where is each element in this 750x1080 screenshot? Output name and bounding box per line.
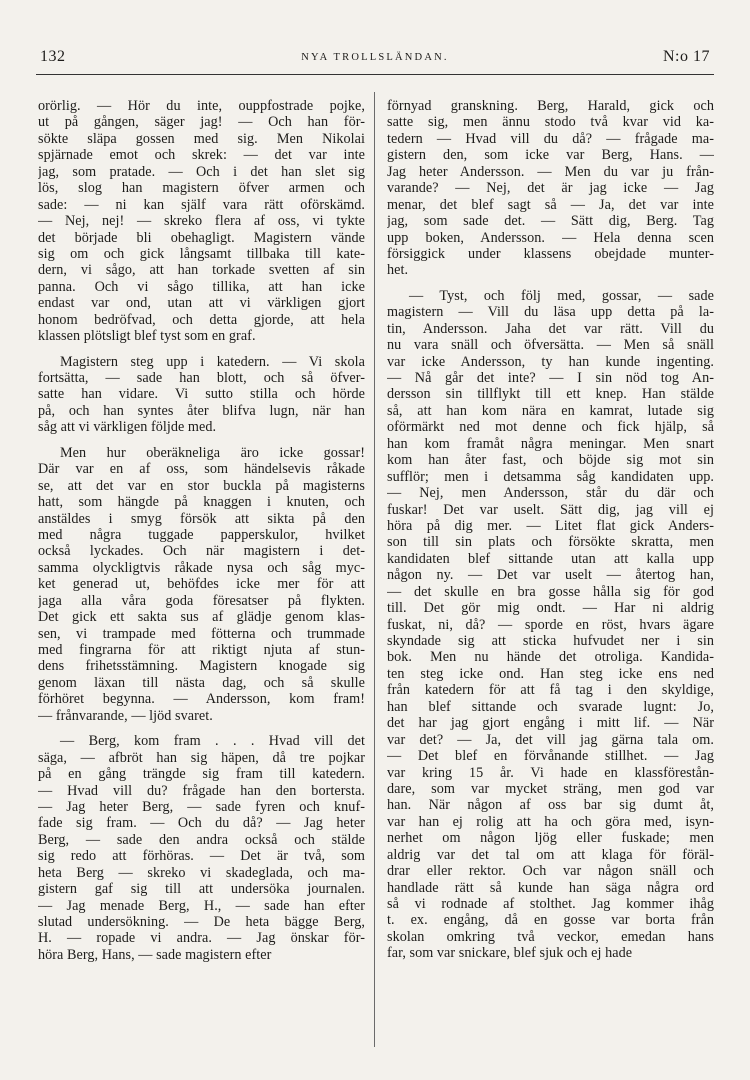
text-line: han. När någon af oss bar sig dumt åt, bbox=[387, 797, 714, 814]
text-line: höra på dig mer. — Litet flat gick Anders- bbox=[387, 517, 714, 534]
text-line: så vi rodnade af stolthet. Jag kommer ihåg bbox=[387, 896, 714, 912]
text-line: t. ex. engång, då en gosse var borta från bbox=[387, 912, 714, 929]
text-line: sig om och gick långsamt tillbaka till kate- bbox=[38, 245, 365, 262]
text-line: lös, slog han magistern öfver armen och bbox=[38, 180, 365, 197]
text-line: någon ny. — Det var uselt — återtog han, bbox=[387, 567, 714, 584]
text-line: — det skulle en bra gosse hålla sig för god bbox=[387, 583, 714, 600]
text-line: fuskar! Det var uselt. Sätt dig, jag vill ej bbox=[387, 501, 714, 518]
text-line: säga, — afbröt han sig häpen, då tre pojkar bbox=[38, 749, 365, 766]
text-line: skolan omkring två veckor, emedan hans bbox=[387, 928, 714, 945]
page-number: 132 bbox=[40, 48, 66, 65]
text-line: försiggick under klassens obejdade munter- bbox=[387, 245, 714, 262]
text-line: — Hvad vill du? frågade han den bortersta. bbox=[38, 782, 365, 799]
text-line: — frånvarande, — ljöd svaret. bbox=[38, 707, 213, 724]
text-line: kandidaten blef sittande utan att kalla upp bbox=[387, 550, 714, 567]
text-line: gistern gaf sig till att undersöka journalen. bbox=[38, 881, 365, 898]
text-line: tin, Andersson. Jaha det var rätt. Vill du bbox=[387, 320, 714, 337]
text-line: ket generad ut, behöfdes icke mer för att bbox=[38, 576, 365, 593]
text-line: handlade rätt så kunde han säga några ord bbox=[387, 879, 714, 896]
text-line: — Nå går det inte? — I sin nöd tog An- bbox=[387, 370, 714, 386]
text-line: jag, som sade det. — Sätt dig, Berg. Tag bbox=[387, 213, 714, 230]
column-divider bbox=[374, 92, 375, 1047]
text-line: Magistern steg upp i katedern. — Vi skola bbox=[60, 353, 365, 370]
text-line: på, och han syntes åter blifva lugn, när han bbox=[38, 402, 365, 419]
text-line: sig redo att förhöras. — Det är två, som bbox=[38, 848, 365, 865]
text-line: dare, som var mycket sträng, men god var bbox=[387, 780, 714, 797]
text-line: till. Det gör mig ondt. — Har ni aldrig bbox=[387, 600, 714, 617]
text-line: slutad undersökning. — De heta bägge Berg, bbox=[38, 914, 365, 930]
paragraph-gap bbox=[38, 436, 365, 445]
text-line: oförmärkt ned mot denne och fick hjälp, så bbox=[387, 419, 714, 436]
text-line: orörlig. — Hör du inte, ouppfostrade pojke, bbox=[38, 98, 365, 114]
text-line: med fingrarna för att riktigt njuta af stun- bbox=[38, 642, 365, 658]
text-line: på en gång trängde sig fram till katedern. bbox=[38, 766, 365, 783]
text-line: nu vara snäll och öfversätta. — Men så snäll bbox=[387, 337, 714, 354]
text-line: dersson sin tillflykt till ett knep. Han stälde bbox=[387, 386, 714, 403]
text-line: Berg, — sade den andra också och stälde bbox=[38, 831, 365, 848]
text-line: honom bedröfvad, och detta gjorde, att hela bbox=[38, 311, 365, 328]
text-line: Där var en af oss, som händelsevis råkade bbox=[38, 461, 365, 478]
text-line: förnyad granskning. Berg, Harald, gick och bbox=[387, 98, 714, 114]
text-line: upp boken, Andersson. — Hela denna scen bbox=[387, 229, 714, 246]
text-line: — Nej, nej! — skreko flera af oss, vi tykte bbox=[38, 213, 365, 230]
text-line: med några tuggade papperskulor, hvilket bbox=[38, 526, 365, 543]
text-line: förhöret begynna. — Andersson, kom fram! bbox=[38, 691, 365, 708]
text-line: dens frihetsstämning. Magistern knogade sig bbox=[38, 658, 365, 675]
text-line: — Jag heter Berg, — sade fyren och knuf- bbox=[38, 798, 365, 815]
paragraph-gap bbox=[387, 279, 714, 288]
text-line: bok. Men nu hände det otroliga. Kandida- bbox=[387, 649, 714, 666]
text-line: — Nej, men Andersson, står du där och bbox=[387, 485, 714, 502]
issue-number: N:o 17 bbox=[663, 48, 710, 65]
text-line: — Det blef en förvånande stillhet. — Jag bbox=[387, 748, 714, 765]
right-text-column bbox=[387, 98, 714, 962]
text-line: se, att det var en stor buckla på magisterns bbox=[38, 477, 365, 494]
page-header bbox=[36, 40, 714, 75]
text-line: ut på gången, säger jag! — Och han för- bbox=[38, 114, 365, 131]
text-line: ten steg icke ond. Han steg icke ens ned bbox=[387, 665, 714, 682]
text-line: menar, det blef sagt så — Ja, det var inte bbox=[387, 196, 714, 213]
text-line: också lyckades. Och när magistern i det- bbox=[38, 543, 365, 560]
text-line: han blef sittande och svarade lugnt: Jo, bbox=[387, 698, 714, 715]
text-line: var han ej rolig att ha och göra med, isyn- bbox=[387, 813, 714, 830]
text-line: varande? — Nej, det är jag icke — Jag bbox=[387, 180, 714, 197]
text-line: spjärnade emot och skrek: — det var inte bbox=[38, 147, 365, 164]
text-line: var det? — Ja, det vill jag gärna tala om. bbox=[387, 731, 714, 748]
text-line: fortsätta, — sade han blott, och så öfver- bbox=[38, 370, 365, 386]
text-line: — Tyst, och följ med, gossar, — sade bbox=[409, 287, 714, 304]
text-line: fuskat, ni, då? — sporde en röst, hvars ägare bbox=[387, 616, 714, 633]
text-line: drar eller rektor. Och var någon snäll och bbox=[387, 863, 714, 880]
text-line: såg att vi värkligen följde med. bbox=[38, 419, 217, 436]
text-line: Men hur oberäkneliga äro icke gossar! bbox=[60, 444, 365, 461]
text-line: gistern den, som icke var Berg, Hans. — bbox=[387, 147, 714, 164]
text-line: fade sig fram. — Och du då? — Jag heter bbox=[38, 815, 365, 832]
text-line: aldrig var det tal om att klaga för föräl- bbox=[387, 846, 714, 863]
text-line: het. bbox=[387, 262, 409, 279]
text-line: var kring 15 år. Vi hade en klassförestån- bbox=[387, 764, 714, 781]
running-title: NYA TROLLSLÄNDAN. bbox=[301, 52, 449, 63]
text-line: nerhet om någon ljög eller fuskade; men bbox=[387, 830, 714, 847]
text-line: samma olyckligtvis råkade nysa och såg myc- bbox=[38, 559, 365, 576]
text-line: anstäldes i smyg försök att sikta på den bbox=[38, 510, 365, 527]
text-line: han kom framåt några meningar. Men snart bbox=[387, 435, 714, 452]
paragraph-gap bbox=[38, 724, 365, 733]
text-line: endast var ond, utan att vi värkligen gjort bbox=[38, 295, 365, 312]
text-line: skyndade sig att sticka hufvudet ner i sin bbox=[387, 633, 714, 649]
text-line: satte han vidare. Vi sutto stilla och hörde bbox=[38, 386, 365, 403]
text-line: hatt, som hängde på knaggen i knuten, och bbox=[38, 494, 365, 511]
text-line: Det gick ett sakta sus af glädje genom klas- bbox=[38, 609, 365, 626]
text-line: tedern — Hvad vill du då? — frågade ma- bbox=[387, 130, 714, 147]
text-line: satte sig, men ännu stodo två kvar vid ka- bbox=[387, 114, 714, 131]
text-line: sufflör; men i detsamma såg kandidaten upp. bbox=[387, 468, 714, 485]
text-line: — Jag menade Berg, H., — sade han efter bbox=[38, 897, 365, 914]
text-line: kom han åter fast, och böjde sig mot sin bbox=[387, 452, 714, 469]
text-line: dern, vi sågo, att han torkade svetten af sin bbox=[38, 262, 365, 279]
text-line: det har jag gjort engång i mitt lif. — När bbox=[387, 715, 714, 732]
text-line: var icke Andersson, ty han kunde ingenting. bbox=[387, 353, 714, 370]
text-line: sen, vi trampade med fötterna och trummade bbox=[38, 625, 365, 642]
text-line: från katedern för att få tag i den skyldige, bbox=[387, 682, 714, 699]
text-line: sökte släpa gossen med sig. Men Nikolai bbox=[38, 130, 365, 147]
text-line: magistern — Vill du läsa upp detta på la- bbox=[387, 304, 714, 321]
text-line: så, att han kom nära en kamrat, lutade sig bbox=[387, 402, 714, 419]
text-line: höra Berg, Hans, — sade magistern efter bbox=[38, 946, 272, 963]
text-line: jag, som pratade. — Och i det han slet sig bbox=[38, 163, 365, 180]
text-line: genom läxan till nästa dag, och så skulle bbox=[38, 674, 365, 691]
text-line: klassen plötsligt blef tyst som en graf. bbox=[38, 328, 256, 345]
text-line: H. — ropade vi andra. — Jag önskar för- bbox=[38, 930, 365, 947]
left-text-column bbox=[38, 98, 365, 963]
text-line: sade: — ni kan själf vara rätt oförskämd. bbox=[38, 196, 365, 213]
text-line: — Berg, kom fram . . . Hvad vill det bbox=[60, 733, 365, 750]
text-line: det började bli obehagligt. Magistern vände bbox=[38, 229, 365, 246]
paragraph-gap bbox=[38, 345, 365, 354]
text-line: son till sin plats och försökte skratta, men bbox=[387, 534, 714, 551]
text-line: panna. Och vi sågo tillika, att han icke bbox=[38, 278, 365, 295]
text-line: heta Berg — skreko vi skadeglada, och ma- bbox=[38, 864, 365, 881]
text-line: jaga alla våra goda föresatser på flykten. bbox=[38, 592, 365, 609]
text-line: Jag heter Andersson. — Men du var ju från- bbox=[387, 163, 714, 180]
text-line: far, som var snickare, blef sjuk och ej hade bbox=[387, 945, 633, 962]
